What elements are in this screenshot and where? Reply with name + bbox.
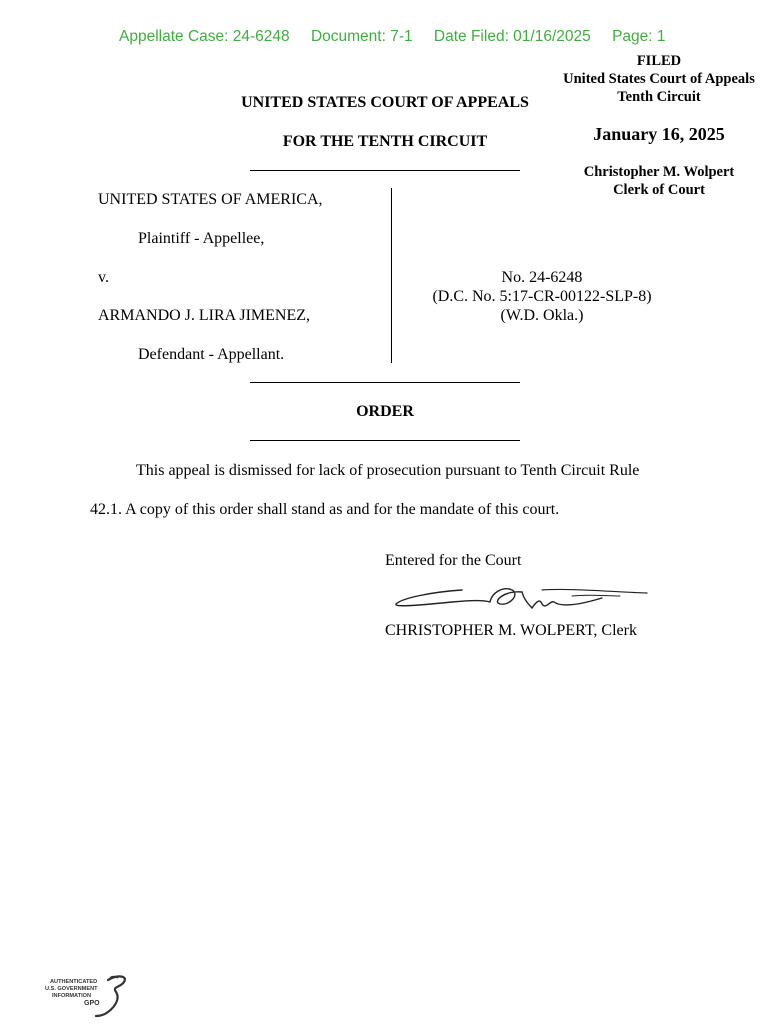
gpo-logo-text-2: U.S. GOVERNMENT — [45, 986, 98, 992]
order-text-line-1: This appeal is dismissed for lack of prosecution pursuant to Tenth Circuit Rule — [136, 462, 640, 479]
gpo-authentication-logo — [38, 972, 133, 1020]
versus-label: v. — [98, 269, 109, 286]
appellate-case-number: Appellate Case: 24-6248 — [119, 28, 290, 45]
filed-circuit: Tenth Circuit — [617, 89, 701, 105]
caption-divider — [391, 188, 392, 363]
eagle-icon — [96, 976, 125, 1016]
district-court-number: (D.C. No. 5:17-CR-00122-SLP-8) — [432, 288, 652, 305]
case-number: No. 24-6248 — [501, 269, 583, 286]
filed-stamp — [548, 52, 770, 106]
case-number-block — [424, 268, 660, 325]
gpo-logo-text-3: INFORMATION — [52, 993, 92, 999]
clerk-of-court-block — [548, 163, 770, 199]
filed-date: January 16, 2025 — [593, 124, 725, 144]
gpo-logo-text-1: AUTHENTICATED — [50, 979, 98, 985]
order-title: ORDER — [356, 403, 414, 420]
entered-for-court: Entered for the Court — [385, 552, 522, 569]
document-number: Document: 7-1 — [310, 28, 413, 45]
divider-top — [250, 170, 520, 171]
order-text-line-2: 42.1. A copy of this order shall stand as and for the mandate of this court. — [90, 501, 560, 518]
divider-middle — [250, 382, 520, 383]
filed-court: United States Court of Appeals — [563, 71, 755, 87]
gpo-logo-text-4: GPO — [84, 1000, 100, 1007]
signer-name: CHRISTOPHER M. WOLPERT, Clerk — [385, 622, 637, 639]
defendant-role: Defendant - Appellant. — [138, 346, 285, 363]
filing-header-stamp — [119, 28, 683, 46]
court-title: UNITED STATES COURT OF APPEALS — [241, 94, 529, 111]
filed-label: FILED — [636, 53, 682, 69]
date-filed: Date Filed: 01/16/2025 — [433, 28, 591, 45]
divider-bottom — [250, 440, 520, 441]
court-circuit: FOR THE TENTH CIRCUIT — [282, 133, 488, 150]
handwritten-signature — [392, 580, 652, 616]
page-number: Page: 1 — [612, 28, 666, 45]
plaintiff-role: Plaintiff - Appellee, — [138, 230, 265, 247]
defendant-name: ARMANDO J. LIRA JIMENEZ, — [98, 307, 310, 324]
clerk-title: Clerk of Court — [613, 182, 705, 198]
plaintiff-name: UNITED STATES OF AMERICA, — [98, 191, 323, 208]
clerk-name: Christopher M. Wolpert — [583, 164, 735, 180]
district-name: (W.D. Okla.) — [500, 307, 584, 324]
